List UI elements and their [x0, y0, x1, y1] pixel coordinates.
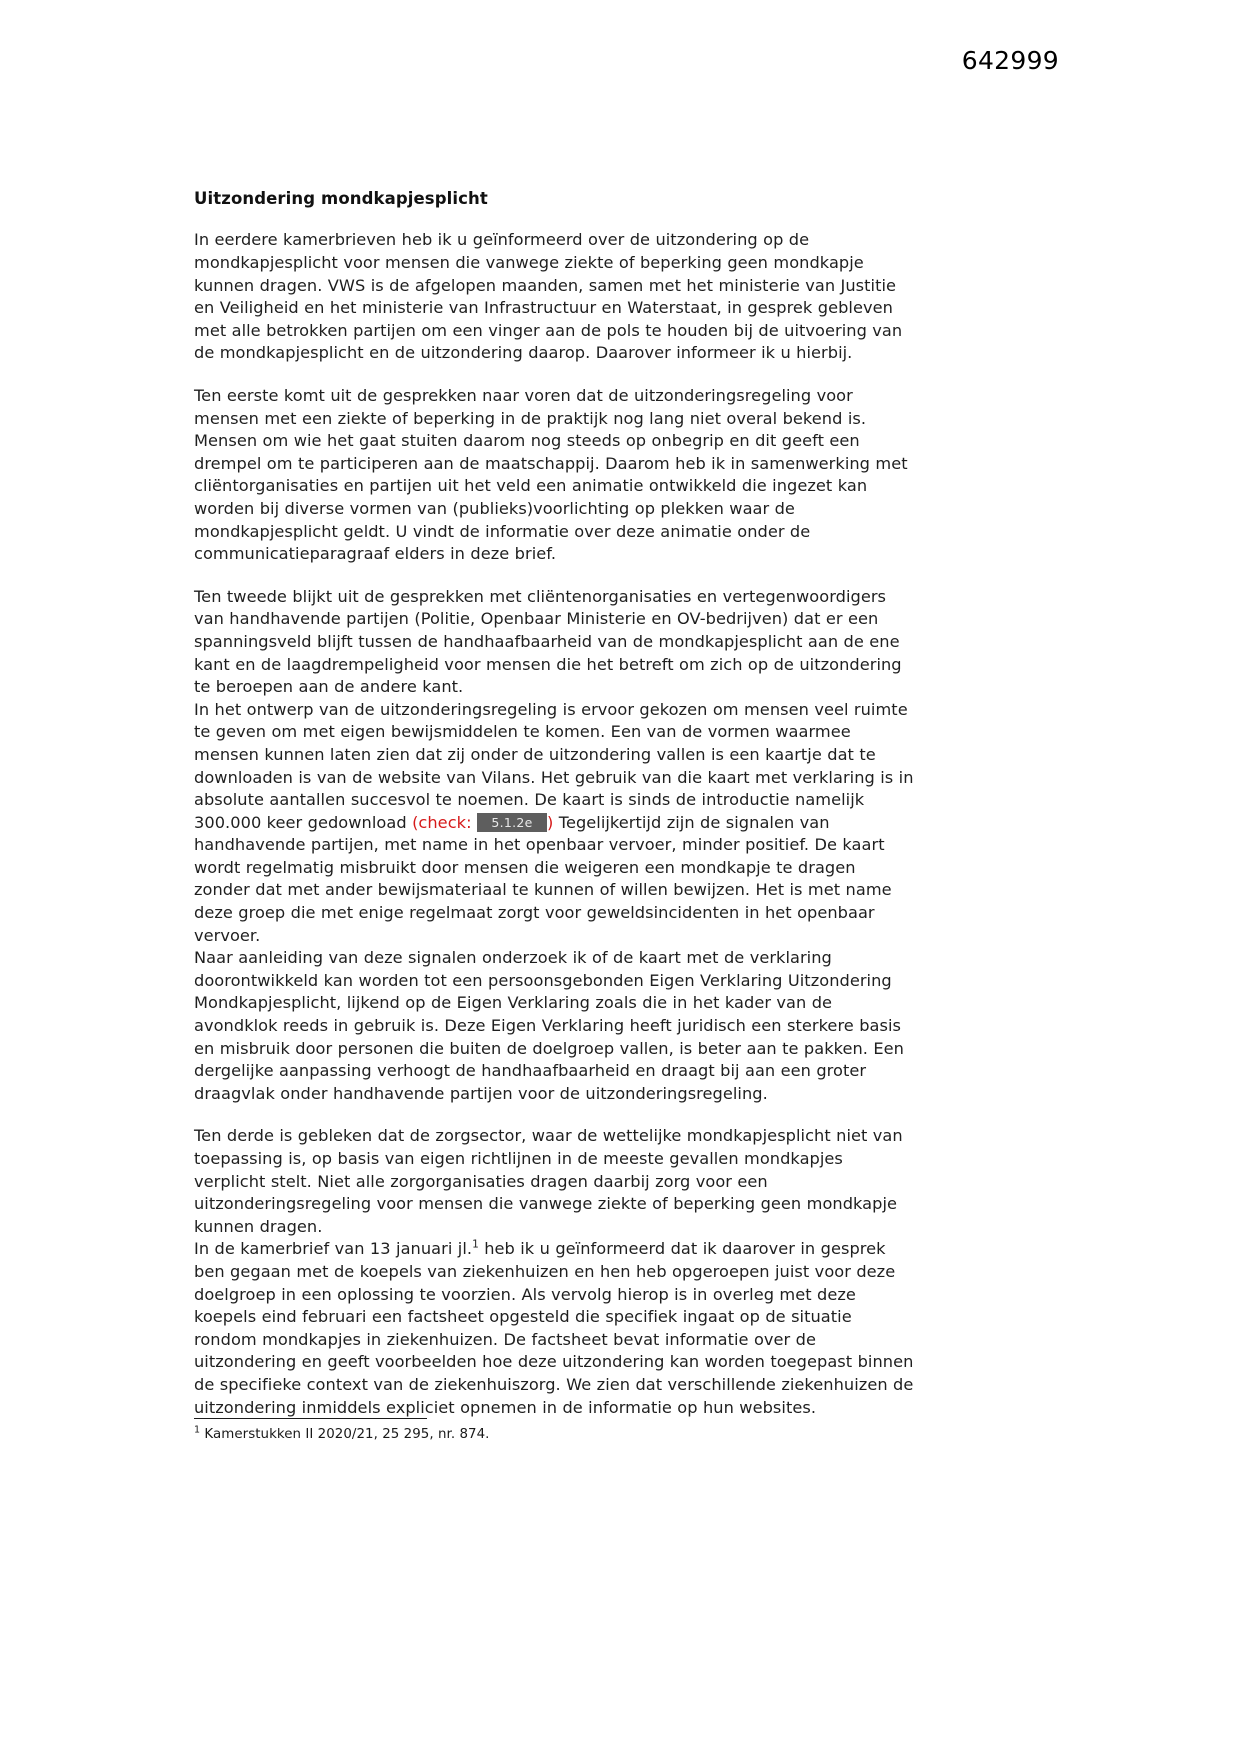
paragraph-4-text-before: In het ontwerp van de uitzonderingsregeling is ervoor gekozen om mensen veel ruimte te geven om met eigen bewijsmiddelen te komen. Een van de vormen waarmee mensen kunnen laten zien dat zij onder de uitzondering vallen is een kaartje dat te downloaden is van de website van Vilans. Het gebruik van die kaart met verklaring is in absolute aantallen succesvol te noemen. De kaart is sinds de introductie namelijk 300.000 keer gedownload: [194, 699, 914, 832]
footnote-entry: [194, 1426, 916, 1444]
paragraph-4-text-after: Tegelijkertijd zijn de signalen van handhavende partijen, met name in het openbaar vervoer, minder positief. De kaart wordt regelmatig misbruikt door mensen die weigeren een mondkapje te dragen zonder dat met ander bewijsmateriaal te kunnen of willen bewijzen. Het is met name deze groep die met enige regelmaat zorgt voor geweldsincidenten in het openbaar vervoer.: [194, 812, 892, 945]
paragraph-7-text-after: heb ik u geïnformeerd dat ik daarover in gesprek ben gegaan met de koepels van ziekenhuizen en hen heb opgeroepen juist voor deze doelgroep in een oplossing te voorzien. Als vervolg hierop is in overleg met deze koepels eind februari een factsheet opgesteld die specifiek ingaat op de situatie rondom mondkapjes in ziekenhuizen. De factsheet bevat informatie over de uitzondering en geeft voorbeelden hoe deze uitzondering kan worden toegepast binnen de specifieke context van de ziekenhuiszorg. We zien dat verschillende ziekenhuizen de uitzondering inmiddels expliciet opnemen in de informatie op hun websites.: [194, 1239, 914, 1417]
page-number: 642999: [961, 46, 1059, 75]
footnote-separator-rule: [194, 1418, 427, 1419]
paragraph-3: Ten tweede blijkt uit de gesprekken met cliëntenorganisaties en vertegenwoordigers van handhavende partijen (Politie, Openbaar Ministerie en OV-bedrijven) dat er een spanningsveld blijft tussen de handhaafbaarheid van de mondkapjesplicht aan de ene kant en de laagdrempeligheid voor mensen die het betreft om zich op de uitzondering te beroepen aan de andere kant.: [194, 586, 902, 697]
redaction-check-note: (check:: [412, 812, 472, 832]
paragraph-6: Ten derde is gebleken dat de zorgsector, waar de wettelijke mondkapjesplicht niet van toepassing is, op basis van eigen richtlijnen in de meeste gevallen mondkapjes verplicht stelt. Niet alle zorgorganisaties dragen daarbij zorg voor een uitzonderingsregeling voor mensen die vanwege ziekte of beperking geen mondkapje kunnen dragen.: [194, 1126, 903, 1236]
paragraph-2: Ten eerste komt uit de gesprekken naar voren dat de uitzonderingsregeling voor mensen met een ziekte of beperking in de praktijk nog lang niet overal bekend is. Mensen om wie het gaat stuiten daarom nog steeds op onbegrip en dit geeft een drempel om te participeren aan de maatschappij. Daarom heb ik in samenwerking met cliëntorganisaties en partijen uit het veld een animatie ontwikkeld die ingezet kan worden bij diverse vormen van (publieks)voorlichting op plekken waar de mondkapjesplicht geldt. U vindt de informatie over deze animatie onder de communicatieparagraaf elders in deze brief.: [194, 386, 908, 564]
section-heading: Uitzondering mondkapjesplicht: [194, 189, 488, 208]
footnote-number: 1: [194, 1424, 201, 1436]
paragraph-7-text-before: In de kamerbrief van 13 januari jl.: [194, 1239, 473, 1259]
footnote-reference-marker: 1: [472, 1238, 479, 1251]
paragraph-5: Naar aanleiding van deze signalen onderzoek ik of de kaart met de verklaring doorontwikkeld kan worden tot een persoonsgebonden Eigen Verklaring Uitzondering Mondkapjesplicht, lijkend op de Eigen Verklaring zoals die in het kader van de avondklok reeds in gebruik is. Deze Eigen Verklaring heeft juridisch een sterkere basis en misbruik door personen die buiten de doelgroep vallen, is beter aan te pakken. Een dergelijke aanpassing verhoogt de handhaafbaarheid en draagt bij aan een groter draagvlak onder handhavende partijen voor de uitzonderingsregeling.: [194, 948, 904, 1103]
document-body: [194, 188, 916, 1419]
redaction-box-5-1-2e: 5.1.2e: [477, 813, 547, 832]
redaction-close-paren: ): [546, 812, 554, 832]
footnote-area: [194, 1418, 916, 1444]
paragraph-7-with-footnote: [194, 1238, 916, 1419]
paragraph-1: In eerdere kamerbrieven heb ik u geïnformeerd over de uitzondering op de mondkapjesplicht voor mensen die vanwege ziekte of beperking geen mondkapje kunnen dragen. VWS is de afgelopen maanden, samen met het ministerie van Justitie en Veiligheid en het ministerie van Infrastructuur en Waterstaat, in gesprek gebleven met alle betrokken partijen om een vinger aan de pols te houden bij de uitvoering van de mondkapjesplicht en de uitzondering daarop. Daarover informeer ik u hierbij.: [194, 230, 903, 363]
paragraph-4-with-redaction: [194, 699, 916, 948]
footnote-citation-text: Kamerstukken II 2020/21, 25 295, nr. 874.: [200, 1427, 490, 1442]
